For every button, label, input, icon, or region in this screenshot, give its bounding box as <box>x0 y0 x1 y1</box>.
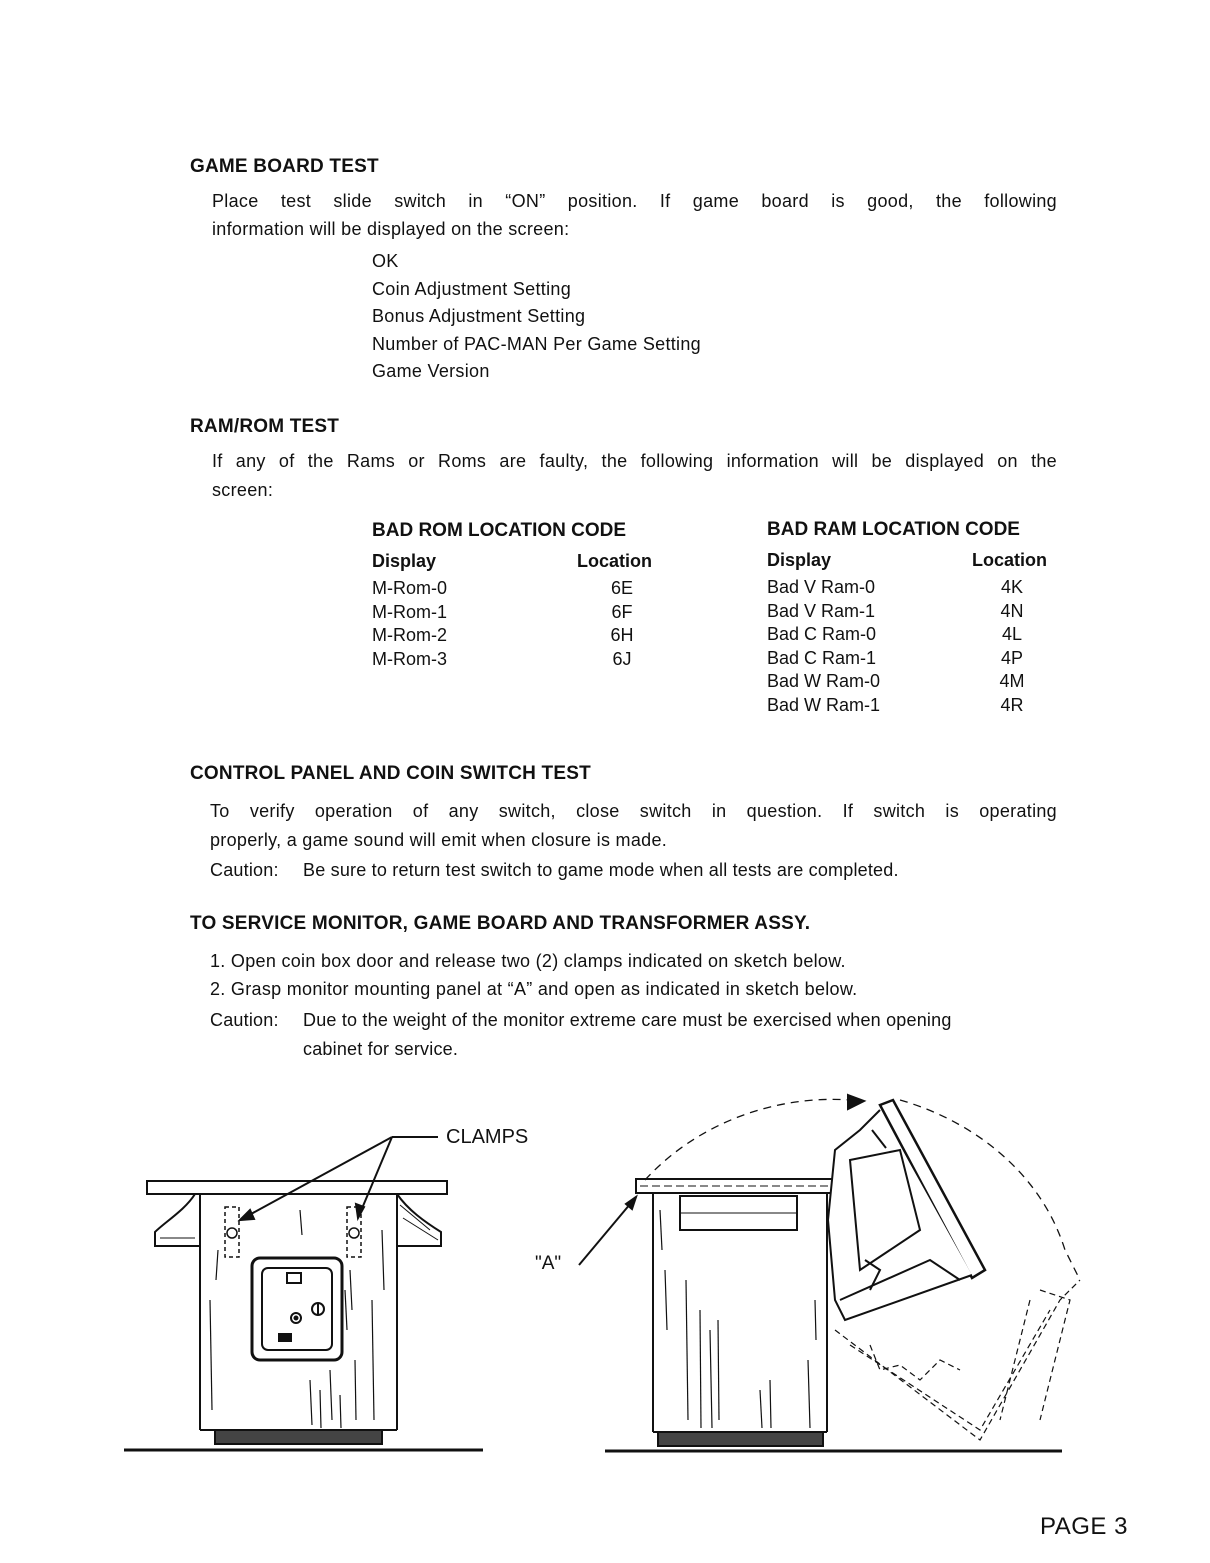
ram-display: Bad C Ram-1 <box>767 647 877 668</box>
ram-table-title: BAD RAM LOCATION CODE <box>767 519 1020 540</box>
ram-location: 4L <box>1001 624 1023 644</box>
caution-line-2: cabinet for service. <box>303 1039 459 1059</box>
rom-display: M-Rom-2 <box>372 625 447 645</box>
clamps-label: CLAMPS <box>446 1126 529 1148</box>
caution-label: Caution: <box>210 860 279 880</box>
rom-col-display: Display <box>372 551 437 571</box>
rom-location: 6H <box>610 625 634 645</box>
list-item: Coin Adjustment Setting <box>372 278 572 299</box>
ram-col-display: Display <box>767 550 832 570</box>
list-item: OK <box>372 251 399 271</box>
ram-display: Bad W Ram-1 <box>767 694 881 715</box>
caution-line-1: Due to the weight of the monitor extreme care must be exercised when opening <box>303 1010 952 1030</box>
ram-rom-test-heading: RAM/ROM TEST <box>190 416 340 437</box>
game-board-test-heading: GAME BOARD TEST <box>190 156 379 177</box>
ram-display: Bad V Ram-0 <box>767 577 876 597</box>
ram-location: 4P <box>1000 647 1024 668</box>
list-item: Bonus Adjustment Setting <box>372 306 586 326</box>
game-board-intro-line1: Place test slide switch in “ON” position. If game board is good, the following <box>212 191 1057 211</box>
cabinet-side-view <box>579 1095 1080 1451</box>
rom-display: M-Rom-1 <box>372 601 447 622</box>
page-number: PAGE 3 <box>1040 1513 1128 1540</box>
ram-location: 4K <box>1000 577 1024 597</box>
game-board-intro-line2: information will be displayed on the screen: <box>212 219 570 239</box>
cabinet-front-view <box>124 1137 483 1450</box>
rom-location: 6F <box>611 601 633 622</box>
caution-text: Be sure to return test switch to game mode when all tests are completed. <box>303 860 899 880</box>
rom-display: M-Rom-3 <box>372 648 447 669</box>
control-panel-test-heading: CONTROL PANEL AND COIN SWITCH TEST <box>190 763 591 784</box>
monitor-panel <box>828 1100 985 1320</box>
rom-col-location: Location <box>577 551 652 571</box>
ram-rom-intro-line2: screen: <box>212 480 274 500</box>
ram-location: 4N <box>1000 600 1024 621</box>
service-step-2: 2. Grasp monitor mounting panel at “A” and open as indicated in sketch below. <box>210 979 858 999</box>
rom-location: 6J <box>612 648 632 669</box>
a-label: "A" <box>535 1253 562 1274</box>
ram-rom-intro-line1: If any of the Rams or Roms are faulty, the following information will be displayed on the <box>212 451 1057 471</box>
control-panel-line2: properly, a game sound will emit when closure is made. <box>210 830 668 850</box>
caution-label: Caution: <box>210 1010 279 1030</box>
rom-table-title: BAD ROM LOCATION CODE <box>372 520 627 541</box>
ram-display: Bad V Ram-1 <box>767 600 876 621</box>
service-step-1: 1. Open coin box door and release two (2) clamps indicated on sketch below. <box>210 951 846 971</box>
ram-location: 4M <box>999 671 1025 691</box>
rom-display: M-Rom-0 <box>372 578 447 598</box>
ram-display: Bad C Ram-0 <box>767 624 877 644</box>
rom-location: 6E <box>610 578 634 598</box>
control-panel-line1: To verify operation of any switch, close switch in question. If switch is operating <box>210 801 1057 821</box>
list-item: Game Version <box>372 361 490 381</box>
service-heading: TO SERVICE MONITOR, GAME BOARD AND TRANSFORMER ASSY. <box>190 913 811 934</box>
ram-display: Bad W Ram-0 <box>767 671 881 691</box>
ram-location: 4R <box>1000 694 1024 715</box>
ram-col-location: Location <box>972 550 1047 570</box>
list-item: Number of PAC-MAN Per Game Setting <box>372 333 701 354</box>
